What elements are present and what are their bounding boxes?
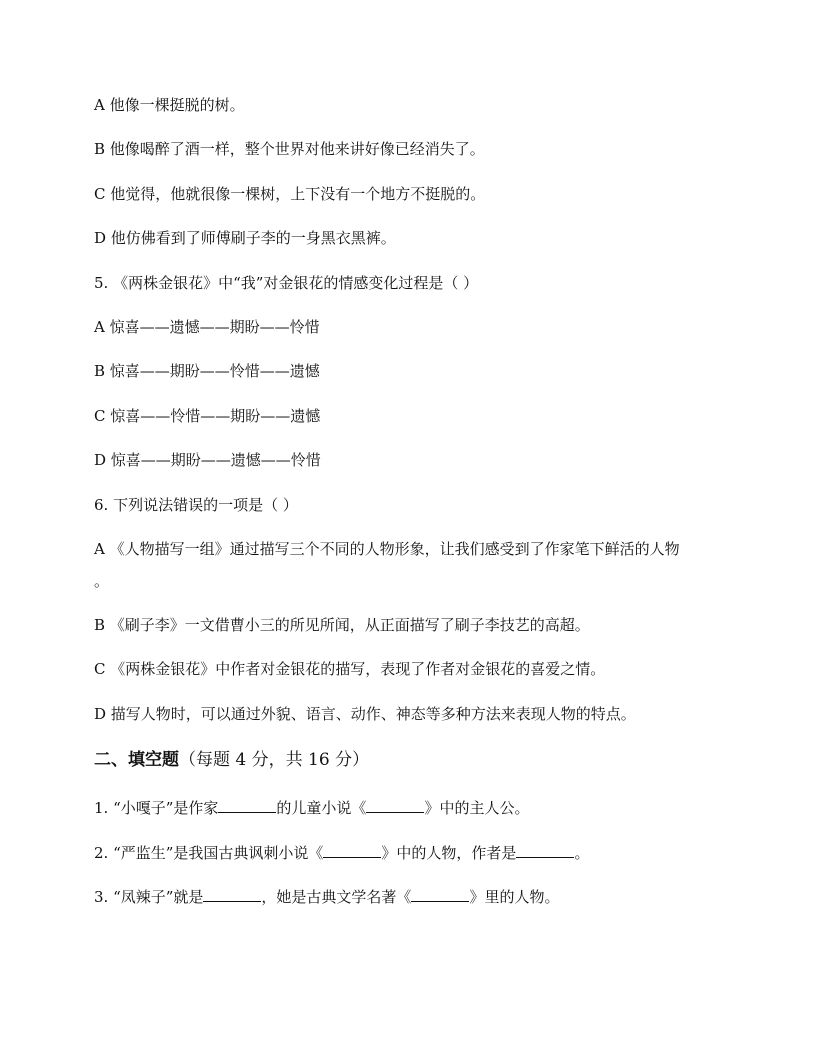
fill-q3-blank-title[interactable] <box>411 887 469 902</box>
fill-question-3 <box>94 886 734 908</box>
q5-stem: 5. 《两株金银花》中“我”对金银花的情感变化过程是（ ） <box>94 274 479 292</box>
fill-q3-text-b: ，她是古典文学名著《 <box>261 888 412 906</box>
q4-option-c: C 他觉得，他就很像一棵树，上下没有一个地方不挺脱的。 <box>94 185 486 203</box>
section-heading-title: 二、填空题 <box>94 750 179 770</box>
fill-q2-text-c: 。 <box>574 844 590 862</box>
q6-option-c: C 《两株金银花》中作者对金银花的描写，表现了作者对金银花的喜爱之情。 <box>94 660 606 678</box>
section-heading-scoring: （每题 4 分，共 16 分） <box>179 750 370 770</box>
q6-option-b: B 《刷子李》一文借曹小三的所见所闻，从正面描写了刷子李技艺的高超。 <box>94 616 590 634</box>
fill-q3-text-c: 》里的人物。 <box>469 888 560 906</box>
fill-question-2 <box>94 842 734 864</box>
fill-q1-blank-author[interactable] <box>218 798 276 813</box>
section-heading <box>94 748 369 772</box>
q6-option-a-line1: A 《人物描写一组》通过描写三个不同的人物形象，让我们感受到了作家笔下鲜活的人物 <box>94 540 680 558</box>
q6-stem: 6. 下列说法错误的一项是（ ） <box>94 496 298 514</box>
q5-option-c: C 惊喜——怜惜——期盼——遗憾 <box>94 407 321 425</box>
fill-q1-text-b: 的儿童小说《 <box>276 799 367 817</box>
fill-q2-blank-author[interactable] <box>516 843 574 858</box>
fill-q1-text-c: 》中的主人公。 <box>424 799 530 817</box>
fill-q3-blank-name[interactable] <box>203 887 261 902</box>
q5-option-a: A 惊喜——遗憾——期盼——怜惜 <box>94 318 320 336</box>
fill-q2-text-a: 2. “严监生”是我国古典讽刺小说《 <box>94 844 324 862</box>
q5-option-b: B 惊喜——期盼——怜惜——遗憾 <box>94 362 320 380</box>
fill-q3-text-a: 3. “凤辣子”就是 <box>94 888 204 906</box>
fill-q2-blank-title[interactable] <box>323 843 381 858</box>
fill-q1-text-a: 1. “小嘎子”是作家 <box>94 799 219 817</box>
fill-question-1 <box>94 797 734 819</box>
q4-option-a: A 他像一棵挺脱的树。 <box>94 96 245 114</box>
fill-q2-text-b: 》中的人物，作者是 <box>381 844 517 862</box>
q5-option-d: D 惊喜——期盼——遗憾——怜惜 <box>94 451 321 469</box>
q4-option-b: B 他像喝醉了酒一样，整个世界对他来讲好像已经消失了。 <box>94 140 485 158</box>
q4-option-d: D 他仿佛看到了师傅刷子李的一身黑衣黑裤。 <box>94 229 396 247</box>
q6-option-d: D 描写人物时，可以通过外貌、语言、动作、神态等多种方法来表现人物的特点。 <box>94 705 636 723</box>
fill-q1-blank-title[interactable] <box>366 798 424 813</box>
q6-option-a-line2: 。 <box>94 572 110 590</box>
